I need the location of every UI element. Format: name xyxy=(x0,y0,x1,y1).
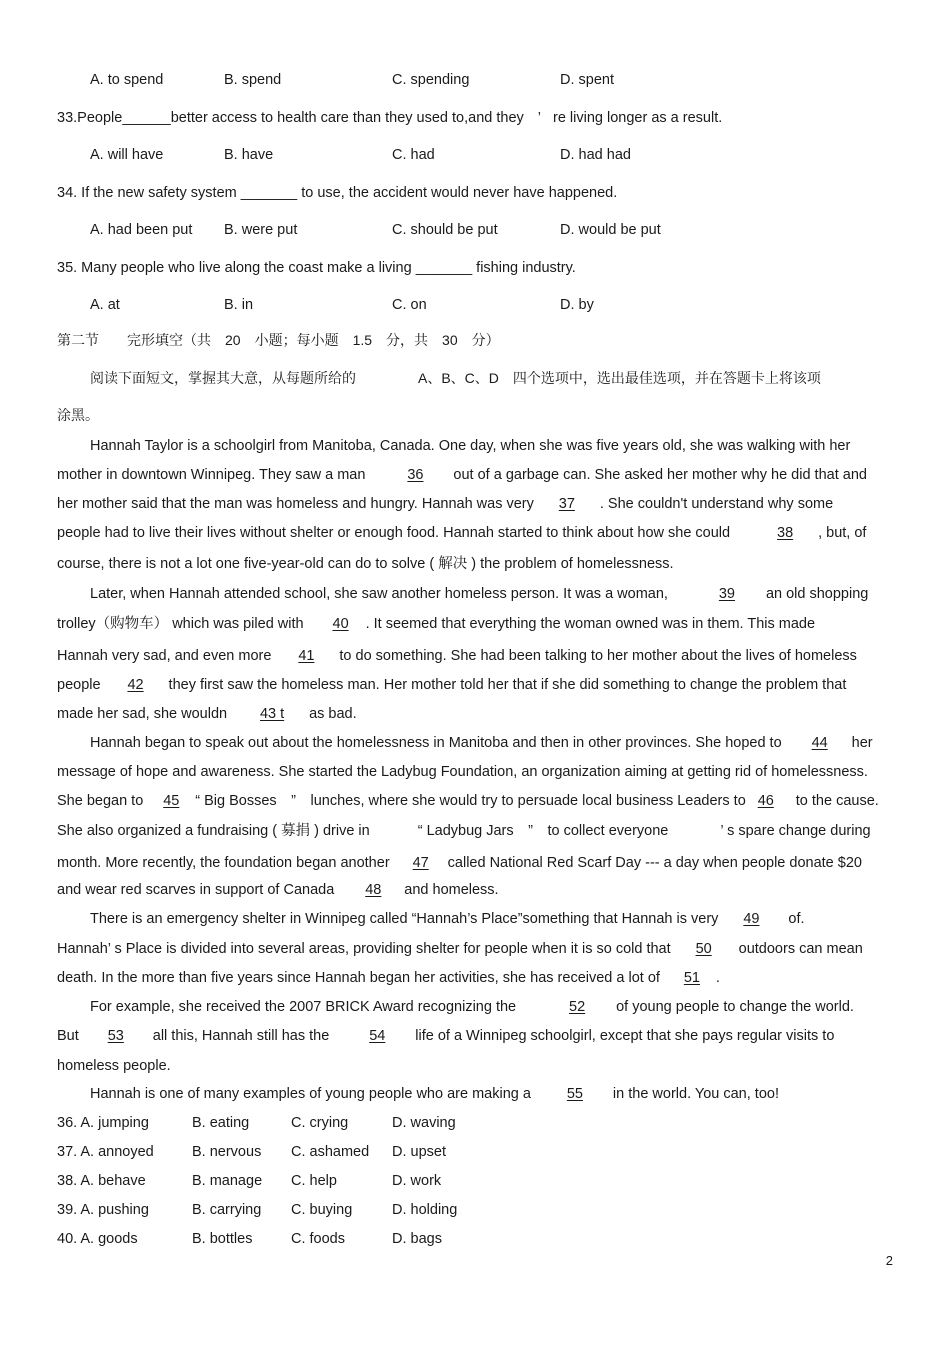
passage-line xyxy=(57,881,499,899)
passage-text: Hannah’ s Place is divided into several areas, providing shelter for people when it is so cold that xyxy=(57,941,671,957)
passage-text: to do something. She had been talking to her mother about the lives of homeless xyxy=(339,648,857,664)
q36-option-d: D. waving xyxy=(392,1115,456,1131)
passage-line xyxy=(57,466,867,484)
blank-46[interactable]: 46 xyxy=(757,793,774,809)
passage-text: made her sad, she wouldn xyxy=(57,706,228,722)
q32-option-a: A. to spend xyxy=(90,72,164,88)
section-instruction-b: A、B、C、D 四个选项中，选出最佳选项，并在答题卡上将该项 xyxy=(418,370,821,386)
q38-option-b: B. manage xyxy=(192,1173,263,1189)
q35-stem-a: 35. Many people who live along the coast make a living xyxy=(57,260,412,276)
blank-40[interactable]: 40 xyxy=(332,616,349,632)
passage-text: her xyxy=(851,735,873,751)
q36-option-a: 36. A. jumping xyxy=(57,1115,149,1131)
q34-stem-a: 34. If the new safety system xyxy=(57,185,237,201)
q39-option-c: C. buying xyxy=(291,1202,353,1218)
q35-option-a: A. at xyxy=(90,297,120,313)
passage-text: life of a Winnipeg schoolgirl, except that she pays regular visits to xyxy=(415,1028,835,1044)
section-instruction-c: 涂黑。 xyxy=(57,407,99,423)
passage-text: For example, she received the 2007 BRICK Award recognizing the xyxy=(90,999,517,1015)
passage-text: There is an emergency shelter in Winnipeg called “Hannah’s Place”something that Hannah is very xyxy=(90,911,719,927)
passage-line: homeless people. xyxy=(57,1058,171,1074)
q35-blank: _______ xyxy=(415,260,473,276)
blank-48[interactable]: 48 xyxy=(365,882,382,898)
q37-option-d: D. upset xyxy=(392,1144,446,1160)
passage-text: She began to xyxy=(57,793,144,809)
q36-option-c: C. crying xyxy=(291,1115,349,1131)
passage-line: course, there is not a lot one five-year-old can do to solve ( 解决 ) the problem of homelessness. xyxy=(57,556,674,572)
passage-line: message of hope and awareness. She started the Ladybug Foundation, an organization aiming at getting rid of homelessness. xyxy=(57,764,868,780)
passage-text: She also organized a fundraising ( 募捐 ) drive in xyxy=(57,823,370,839)
q40-option-a: 40. A. goods xyxy=(57,1231,138,1247)
passage-text: . xyxy=(715,970,720,986)
blank-54[interactable]: 54 xyxy=(369,1028,386,1044)
passage-text: to the cause. xyxy=(795,793,879,809)
passage-text: an old shopping xyxy=(765,586,869,602)
passage-line xyxy=(57,1027,834,1045)
blank-38[interactable]: 38 xyxy=(777,525,794,541)
passage-line xyxy=(57,615,815,633)
blank-43[interactable]: 43 t xyxy=(259,706,285,722)
q33-option-d: D. had had xyxy=(560,147,631,163)
passage-line xyxy=(57,676,846,694)
passage-line xyxy=(57,940,863,958)
q32-option-b: B. spend xyxy=(224,72,282,88)
q39-option-b: B. carrying xyxy=(192,1202,262,1218)
passage-line: Hannah Taylor is a schoolgirl from Manitoba, Canada. One day, when she was five years old, she was walking with her xyxy=(90,438,851,454)
page-number: 2 xyxy=(885,1253,893,1268)
passage-text: and homeless. xyxy=(404,882,499,898)
q33-blank: ______ xyxy=(122,110,171,126)
blank-47[interactable]: 47 xyxy=(412,855,429,871)
q33-stem xyxy=(57,109,722,127)
blank-37[interactable]: 37 xyxy=(558,496,575,512)
passage-line xyxy=(57,969,720,987)
passage-text: trolley（购物车） which was piled with xyxy=(57,616,304,632)
passage-line xyxy=(57,822,871,840)
section-title: 第二节 完形填空（共 20 小题；每小题 1.5 分，共 30 分） xyxy=(57,332,500,348)
passage-text: Hannah began to speak out about the homelessness in Manitoba and then in other provinces. She hoped to xyxy=(90,735,782,751)
q33-option-b: B. have xyxy=(224,147,274,163)
q32-option-d: D. spent xyxy=(560,72,614,88)
q36-option-b: B. eating xyxy=(192,1115,250,1131)
passage-line xyxy=(57,854,862,872)
passage-line xyxy=(57,705,357,723)
q33-option-a: A. will have xyxy=(90,147,164,163)
q35-stem xyxy=(57,259,576,277)
blank-52[interactable]: 52 xyxy=(569,999,586,1015)
blank-39[interactable]: 39 xyxy=(718,586,735,602)
q40-option-d: D. bags xyxy=(392,1231,442,1247)
q38-option-a: 38. A. behave xyxy=(57,1173,146,1189)
blank-53[interactable]: 53 xyxy=(107,1028,124,1044)
q35-option-b: B. in xyxy=(224,297,254,313)
passage-text: of young people to change the world. xyxy=(616,999,854,1015)
passage-text: “ Big Bosses ” lunches, where she would try to persuade local business Leaders to xyxy=(195,793,746,809)
passage-line xyxy=(90,585,868,603)
passage-line xyxy=(57,495,833,513)
q33-apostrophe: ’ xyxy=(537,110,541,126)
blank-36[interactable]: 36 xyxy=(407,467,424,483)
q34-blank: _______ xyxy=(240,185,298,201)
q39-option-a: 39. A. pushing xyxy=(57,1202,149,1218)
passage-text: of. xyxy=(788,911,805,927)
blank-42[interactable]: 42 xyxy=(127,677,144,693)
passage-line xyxy=(90,998,854,1016)
blank-55[interactable]: 55 xyxy=(566,1086,583,1102)
blank-44[interactable]: 44 xyxy=(811,735,828,751)
q38-option-d: D. work xyxy=(392,1173,442,1189)
q35-option-d: D. by xyxy=(560,297,594,313)
passage-text: mother in downtown Winnipeg. They saw a man xyxy=(57,467,366,483)
blank-51[interactable]: 51 xyxy=(683,970,700,986)
passage-text: and wear red scarves in support of Canada xyxy=(57,882,335,898)
passage-text: people had to live their lives without shelter or enough food. Hannah started to think about how she could xyxy=(57,525,731,541)
passage-line xyxy=(90,910,805,928)
q33-option-c: C. had xyxy=(392,147,435,163)
q37-option-a: 37. A. annoyed xyxy=(57,1144,154,1160)
passage-text: they first saw the homeless man. Her mother told her that if she did something to change the problem that xyxy=(168,677,847,693)
q38-option-c: C. help xyxy=(291,1173,337,1189)
q37-option-c: C. ashamed xyxy=(291,1144,370,1160)
q33-stem-a: 33.People xyxy=(57,110,123,126)
blank-45[interactable]: 45 xyxy=(163,793,180,809)
passage-line xyxy=(90,734,873,752)
q33-stem-b: better access to health care than they used to,and they xyxy=(170,110,524,126)
passage-text: people xyxy=(57,677,101,693)
q34-option-c: C. should be put xyxy=(392,222,498,238)
q39-option-d: D. holding xyxy=(392,1202,458,1218)
passage-text: Hannah very sad, and even more xyxy=(57,648,272,664)
q40-option-c: C. foods xyxy=(291,1231,345,1247)
blank-41[interactable]: 41 xyxy=(298,648,315,664)
q34-stem-b: to use, the accident would never have happened. xyxy=(301,185,618,201)
passage-text: outdoors can mean xyxy=(738,941,863,957)
passage-text: , but, of xyxy=(818,525,867,541)
passage-text: ’ s spare change during xyxy=(720,823,871,839)
q35-stem-b: fishing industry. xyxy=(476,260,576,276)
blank-49[interactable]: 49 xyxy=(743,911,760,927)
q34-option-d: D. would be put xyxy=(560,222,661,238)
passage-text: month. More recently, the foundation began another xyxy=(57,855,390,871)
q35-option-c: C. on xyxy=(392,297,427,313)
q32-option-c: C. spending xyxy=(392,72,470,88)
passage-text: out of a garbage can. She asked her mother why he did that and xyxy=(453,467,867,483)
passage-line xyxy=(57,647,857,665)
passage-text: her mother said that the man was homeless and hungry. Hannah was very xyxy=(57,496,534,512)
passage-text: in the world. You can, too! xyxy=(612,1086,779,1102)
passage-text: . She couldn't understand why some xyxy=(599,496,834,512)
q34-option-a: A. had been put xyxy=(90,222,193,238)
passage-text: death. In the more than five years since Hannah began her activities, she has received a lot of xyxy=(57,970,660,986)
passage-text: . It seemed that everything the woman owned was in them. This made xyxy=(365,616,816,632)
q40-option-b: B. bottles xyxy=(192,1231,253,1247)
q33-stem-c: re living longer as a result. xyxy=(553,110,723,126)
passage-text: all this, Hannah still has the xyxy=(152,1028,330,1044)
q34-stem xyxy=(57,184,617,202)
passage-line xyxy=(57,792,879,810)
passage-text: “ Ladybug Jars ” to collect everyone xyxy=(417,823,669,839)
passage-line xyxy=(57,524,866,542)
q37-option-b: B. nervous xyxy=(192,1144,262,1160)
passage-line xyxy=(90,1085,779,1103)
passage-text: Hannah is one of many examples of young people who are making a xyxy=(90,1086,531,1102)
blank-50[interactable]: 50 xyxy=(695,941,712,957)
q34-option-b: B. were put xyxy=(224,222,298,238)
passage-text: as bad. xyxy=(309,706,357,722)
section-instruction-a: 阅读下面短文，掌握其大意，从每题所给的 xyxy=(90,370,356,386)
passage-text: Later, when Hannah attended school, she saw another homeless person. It was a woman, xyxy=(90,586,668,602)
passage-text: called National Red Scarf Day --- a day when people donate $20 xyxy=(447,855,862,871)
passage-text: But xyxy=(57,1028,79,1044)
